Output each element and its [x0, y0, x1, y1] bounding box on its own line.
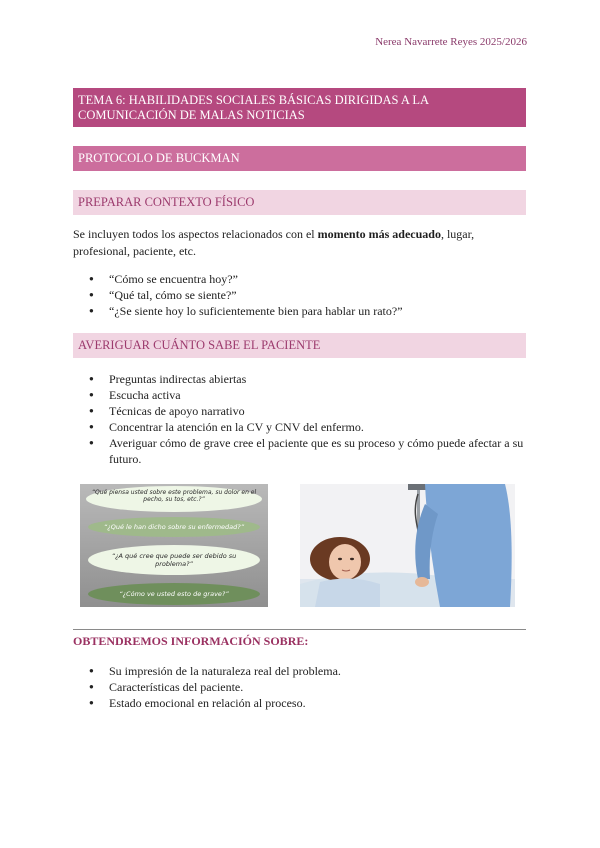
questions-image	[80, 484, 268, 607]
obtendremos-heading: OBTENDREMOS INFORMACIÓN SOBRE:	[73, 634, 309, 648]
section-divider	[73, 629, 526, 630]
averiguar-list	[89, 371, 529, 467]
list-item: ● Su impresión de la naturaleza real del problema.	[89, 663, 529, 679]
preparar-band: PREPARAR CONTEXTO FÍSICO	[73, 190, 526, 215]
list-item: ● Estado emocional en relación al proceso.	[89, 695, 529, 711]
question-2-text: “¿Qué le han dicho sobre su enfermedad?”	[103, 523, 245, 531]
patient-photo	[300, 484, 515, 607]
patient-nurse-illustration	[300, 484, 515, 607]
list-item: ● Técnicas de apoyo narrativo	[89, 403, 529, 419]
list-item: ● “Qué tal, cómo se siente?”	[89, 287, 529, 303]
author-header: Nerea Navarrete Reyes 2025/2026	[375, 36, 527, 48]
question-4-text: “¿Cómo ve usted esto de grave?”	[119, 590, 229, 598]
list-item: ● Preguntas indirectas abiertas	[89, 371, 529, 387]
preparar-list	[89, 271, 529, 319]
list-item: ● Concentrar la atención en la CV y CNV del enfermo.	[89, 419, 529, 435]
intro-text-before: Se incluyen todos los aspectos relacionados con el	[73, 227, 318, 241]
intro-text-bold: momento más adecuado	[317, 227, 441, 241]
list-item: ● Averiguar cómo de grave cree el paciente que es su proceso y cómo puede afectar a su futuro.	[89, 435, 529, 467]
list-item: ● “¿Se siente hoy lo suficientemente bien para hablar un rato?”	[89, 303, 529, 319]
tema-title-band: TEMA 6: HABILIDADES SOCIALES BÁSICAS DIRIGIDAS A LA COMUNICACIÓN DE MALAS NOTICIAS	[73, 88, 526, 127]
question-3-text: “¿A qué cree que puede ser debido su problema?”	[111, 552, 237, 568]
intro-text-after: , lugar, profesional, paciente, etc.	[73, 227, 475, 258]
intro-paragraph	[73, 226, 526, 260]
list-item: ● Escucha activa	[89, 387, 529, 403]
obtendremos-list	[89, 663, 529, 711]
protocolo-band: PROTOCOLO DE BUCKMAN	[73, 146, 526, 171]
list-item: ● “Cómo se encuentra hoy?”	[89, 271, 529, 287]
averiguar-band: AVERIGUAR CUÁNTO SABE EL PACIENTE	[73, 333, 526, 358]
question-1-text: “Qué piensa usted sobre este problema, su dolor en el pecho, su tos, etc.?”	[91, 489, 257, 503]
list-item: ● Características del paciente.	[89, 679, 529, 695]
